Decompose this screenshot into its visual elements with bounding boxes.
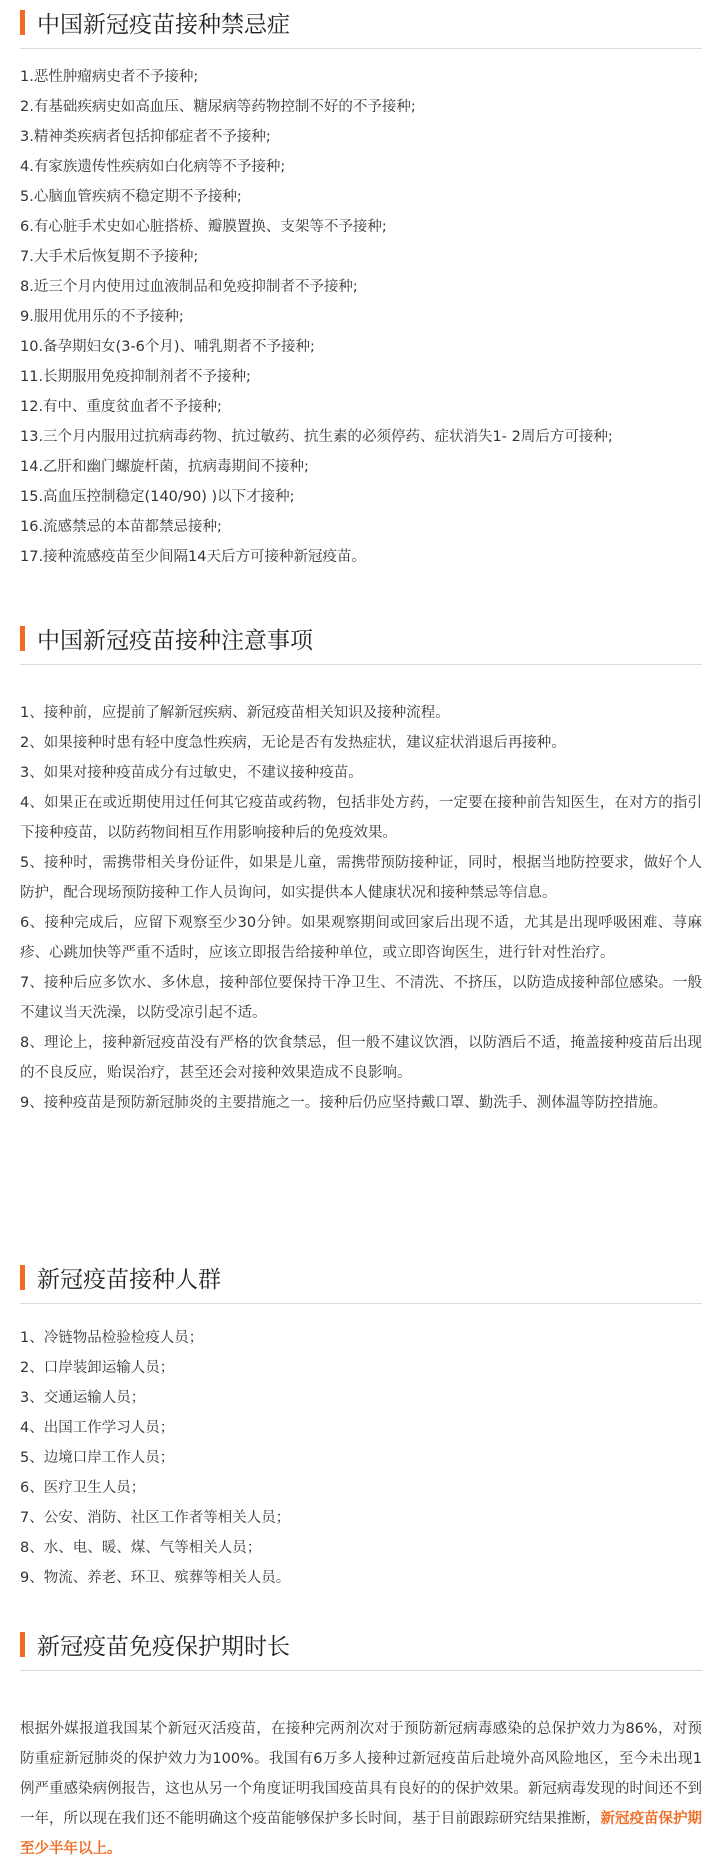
list-item: 11.长期服用免疫抑制剂者不予接种; xyxy=(20,369,251,385)
list-item: 6.有心脏手术史如心脏搭桥、瓣膜置换、支架等不予接种; xyxy=(20,219,387,235)
section-heading xyxy=(20,1265,702,1304)
list-item: 4、出国工作学习人员； xyxy=(20,1420,175,1436)
section-title: 中国新冠疫苗接种注意事项 xyxy=(37,628,313,654)
section-title: 新冠疫苗接种人群 xyxy=(37,1267,221,1293)
list-item: 4、如果正在或近期使用过任何其它疫苗或药物，包括非处方药，一定要在接种前告知医生，在对方的指引下接种疫苗，以防药物间相互作用影响接种后的免疫效果。 xyxy=(20,795,702,841)
list-item: 2、口岸装卸运输人员； xyxy=(20,1360,175,1376)
section-title: 新冠疫苗免疫保护期时长 xyxy=(37,1634,290,1660)
section-heading xyxy=(20,626,702,665)
section-target-groups xyxy=(0,1265,716,1586)
list-item: 10.备孕期妇女(3-6个月)、哺乳期者不予接种; xyxy=(20,339,315,355)
list-item: 5、边境口岸工作人员； xyxy=(20,1450,175,1466)
protection-paragraph xyxy=(20,1714,702,1864)
list-item: 12.有中、重度贫血者不予接种; xyxy=(20,399,222,415)
list-item: 1、接种前，应提前了解新冠疾病、新冠疫苗相关知识及接种流程。 xyxy=(20,705,450,721)
list-item: 7.大手术后恢复期不予接种; xyxy=(20,249,199,265)
list-item: 7、接种后应多饮水、多休息，接种部位要保持干净卫生、不清洗、不挤压，以防造成接种部位感染。一般不建议当天洗澡，以防受凉引起不适。 xyxy=(20,975,702,1021)
list-item: 8、水、电、暖、煤、气等相关人员； xyxy=(20,1540,262,1556)
list-item: 3、如果对接种疫苗成分有过敏史，不建议接种疫苗。 xyxy=(20,765,363,781)
list-item: 14.乙肝和幽门螺旋杆菌，抗病毒期间不接种; xyxy=(20,459,309,475)
section-protection-period xyxy=(0,1632,716,1857)
list-item: 17.接种流感疫苗至少间隔14天后方可接种新冠疫苗。 xyxy=(20,549,367,565)
section-heading xyxy=(20,10,702,49)
list-item: 13.三个月内服用过抗病毒药物、抗过敏药、抗生素的必须停药、症状消失1- 2周后方可接种; xyxy=(20,429,613,445)
precaution-list xyxy=(20,698,702,1118)
list-item: 9.服用优用乐的不予接种; xyxy=(20,309,184,325)
heading-accent-bar xyxy=(20,10,25,35)
list-item: 7、公安、消防、社区工作者等相关人员； xyxy=(20,1510,291,1526)
list-item: 3.精神类疾病者包括抑郁症者不予接种; xyxy=(20,129,271,145)
heading-accent-bar xyxy=(20,1632,25,1657)
list-item: 6、接种完成后，应留下观察至少30分钟。如果观察期间或回家后出现不适，尤其是出现呼吸困难、荨麻疹、心跳加快等严重不适时，应该立即报告给接种单位，或立即咨询医生，进行针对性治疗。 xyxy=(20,915,702,961)
highlight-text: 新冠疫苗保护期至少半年以上。 xyxy=(20,1811,703,1857)
list-item: 16.流感禁忌的本苗都禁忌接种; xyxy=(20,519,222,535)
heading-accent-bar xyxy=(20,1265,25,1290)
list-item: 8、理论上，接种新冠疫苗没有严格的饮食禁忌，但一般不建议饮酒，以防酒后不适，掩盖接种疫苗后出现的不良反应，贻误治疗，甚至还会对接种效果造成不良影响。 xyxy=(20,1035,702,1081)
paragraph-text: 根据外媒报道我国某个新冠灭活疫苗，在接种完两剂次对于预防新冠病毒感染的总保护效力为86%，对预防重症新冠肺炎的保护效力为100%。我国有6万多人接种过新冠疫苗后赴境外高风险地区，至今未出现1例严重感染病例报告，这也从另一个角度证明我国疫苗具有良好的的保护效果。新冠病毒发现的时间还不到一年，所以现在我们还不能明确这个疫苗能够保护多长时间，基于目前跟踪研究结果推断， xyxy=(20,1721,702,1827)
list-item: 9、接种疫苗是预防新冠肺炎的主要措施之一。接种后仍应坚持戴口罩、勤洗手、测体温等防控措施。 xyxy=(20,1095,668,1111)
list-item: 5.心脑血管疾病不稳定期不予接种; xyxy=(20,189,242,205)
list-item: 2、如果接种时患有轻中度急性疾病，无论是否有发热症状，建议症状消退后再接种。 xyxy=(20,735,566,751)
target-group-list xyxy=(20,1323,700,1593)
list-item: 1.恶性肿瘤病史者不予接种; xyxy=(20,69,199,85)
section-title: 中国新冠疫苗接种禁忌症 xyxy=(37,12,290,38)
list-item: 9、物流、养老、环卫、殡葬等相关人员。 xyxy=(20,1570,291,1586)
list-item: 8.近三个月内使用过血液制品和免疫抑制者不予接种; xyxy=(20,279,358,295)
list-item: 3、交通运输人员； xyxy=(20,1390,146,1406)
contraindication-list xyxy=(20,62,700,572)
list-item: 15.高血压控制稳定(140/90) )以下才接种; xyxy=(20,489,295,505)
heading-accent-bar xyxy=(20,626,25,651)
section-contraindications xyxy=(0,10,716,565)
list-item: 6、医疗卫生人员； xyxy=(20,1480,146,1496)
section-heading xyxy=(20,1632,702,1671)
list-item: 1、冷链物品检验检疫人员； xyxy=(20,1330,204,1346)
list-item: 2.有基础疾病史如高血压、糖尿病等药物控制不好的不予接种; xyxy=(20,99,416,115)
list-item: 5、接种时，需携带相关身份证件，如果是儿童，需携带预防接种证，同时，根据当地防控要求，做好个人防护，配合现场预防接种工作人员询问，如实提供本人健康状况和接种禁忌等信息。 xyxy=(20,855,702,901)
section-precautions xyxy=(0,626,716,1111)
list-item: 4.有家族遗传性疾病如白化病等不予接种; xyxy=(20,159,286,175)
